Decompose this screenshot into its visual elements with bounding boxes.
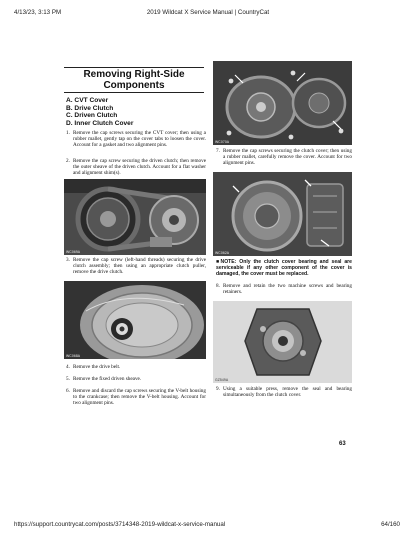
step-6 — [66, 388, 206, 406]
section-title-line2: Components — [103, 80, 165, 91]
browser-print-page-count: 64/160 — [381, 521, 400, 528]
step-text: Remove the fixed driven sheave. — [73, 376, 142, 382]
step-number: 7. — [216, 148, 220, 154]
photo-drive-belt-clutches-graphic — [64, 179, 206, 255]
photo-vbelt-housing-graphic — [213, 61, 352, 145]
step-text: Remove the cap screw (left-hand threads) securing the drive clutch assembly; then using an appropriate clutch puller, remove the drive clutch. — [73, 257, 206, 276]
step-text: Remove the cap screws securing the clutch cover; then using a rubber mallet, carefully remove the cover. Account for two alignment pins. — [223, 148, 352, 167]
step-1 — [66, 130, 206, 148]
step-text: Remove and discard the cap screws securing the V-belt housing to the crankcase; then remove the V-belt housing. Account for two alignment pins. — [73, 388, 206, 407]
component-item: A. CVT Cover — [66, 97, 109, 104]
page-number: 63 — [339, 441, 346, 447]
step-number: 5. — [66, 376, 70, 382]
browser-print-url: https://support.countrycat.com/posts/3714348-2019-wildcat-x-service-manual — [14, 521, 226, 528]
photo-clutch-puller-graphic — [64, 281, 206, 359]
step-number: 6. — [66, 388, 70, 394]
section-title-line1: Removing Right-Side — [83, 69, 185, 80]
step-7 — [216, 148, 352, 166]
component-item: B. Drive Clutch — [66, 104, 114, 112]
component-list — [66, 97, 206, 127]
browser-print-datetime: 4/13/23, 3:13 PM — [14, 9, 62, 16]
photo-bearing-retainers-graphic — [213, 301, 352, 383]
note-serviceable-parts: ■NOTE: Only the clutch cover bearing and seal are serviceable if any other component of the cover is damaged, the cover must be replaced. — [216, 259, 352, 278]
step-number: 9. — [216, 386, 220, 392]
step-4 — [66, 364, 206, 370]
step-text: Remove the cap screw securing the driven clutch; then remove the outer sheave of the driven clutch. Account for a flat washer and alignment shim(s). — [73, 158, 206, 177]
photo-code: WC070A — [215, 140, 230, 144]
photo-code: WC062A — [215, 251, 230, 255]
photo-code: WC069A — [66, 250, 81, 254]
section-title — [64, 67, 204, 93]
step-text: Using a suitable press, remove the seal and bearing simultaneously from the clutch cover. — [223, 386, 352, 399]
photo-clutch-cover-graphic — [213, 172, 352, 256]
step-number: 2. — [66, 158, 70, 164]
component-item: C. Driven Clutch — [66, 112, 118, 120]
step-text: Remove and retain the two machine screws and bearing retainers. — [223, 283, 352, 296]
photo-vbelt-housing — [213, 61, 352, 145]
component-item: D. Inner Clutch Cover — [66, 119, 134, 127]
step-number: 8. — [216, 283, 220, 289]
step-number: 1. — [66, 130, 70, 136]
photo-clutch-cover — [213, 172, 352, 256]
step-9 — [216, 386, 352, 398]
step-8 — [216, 283, 352, 295]
step-5 — [66, 376, 206, 382]
step-number: 4. — [66, 364, 70, 370]
photo-code: WC068A — [66, 354, 81, 358]
photo-code: GZ549A — [215, 378, 229, 382]
browser-print-title: 2019 Wildcat X Service Manual | CountryCat — [146, 9, 270, 16]
step-2 — [66, 158, 206, 176]
step-number: 3. — [66, 257, 70, 263]
step-text: Remove the drive belt. — [73, 364, 121, 370]
photo-clutch-puller — [64, 281, 206, 359]
step-text: Remove the cap screws securing the CVT cover; then using a rubber mallet, gently tap on the cover tabs to loosen the cover. Account for a gasket and two alignment pins. — [73, 130, 206, 149]
photo-drive-belt-clutches — [64, 179, 206, 255]
photo-bearing-retainers — [213, 301, 352, 383]
manual-page — [62, 58, 352, 452]
step-3 — [66, 257, 206, 275]
